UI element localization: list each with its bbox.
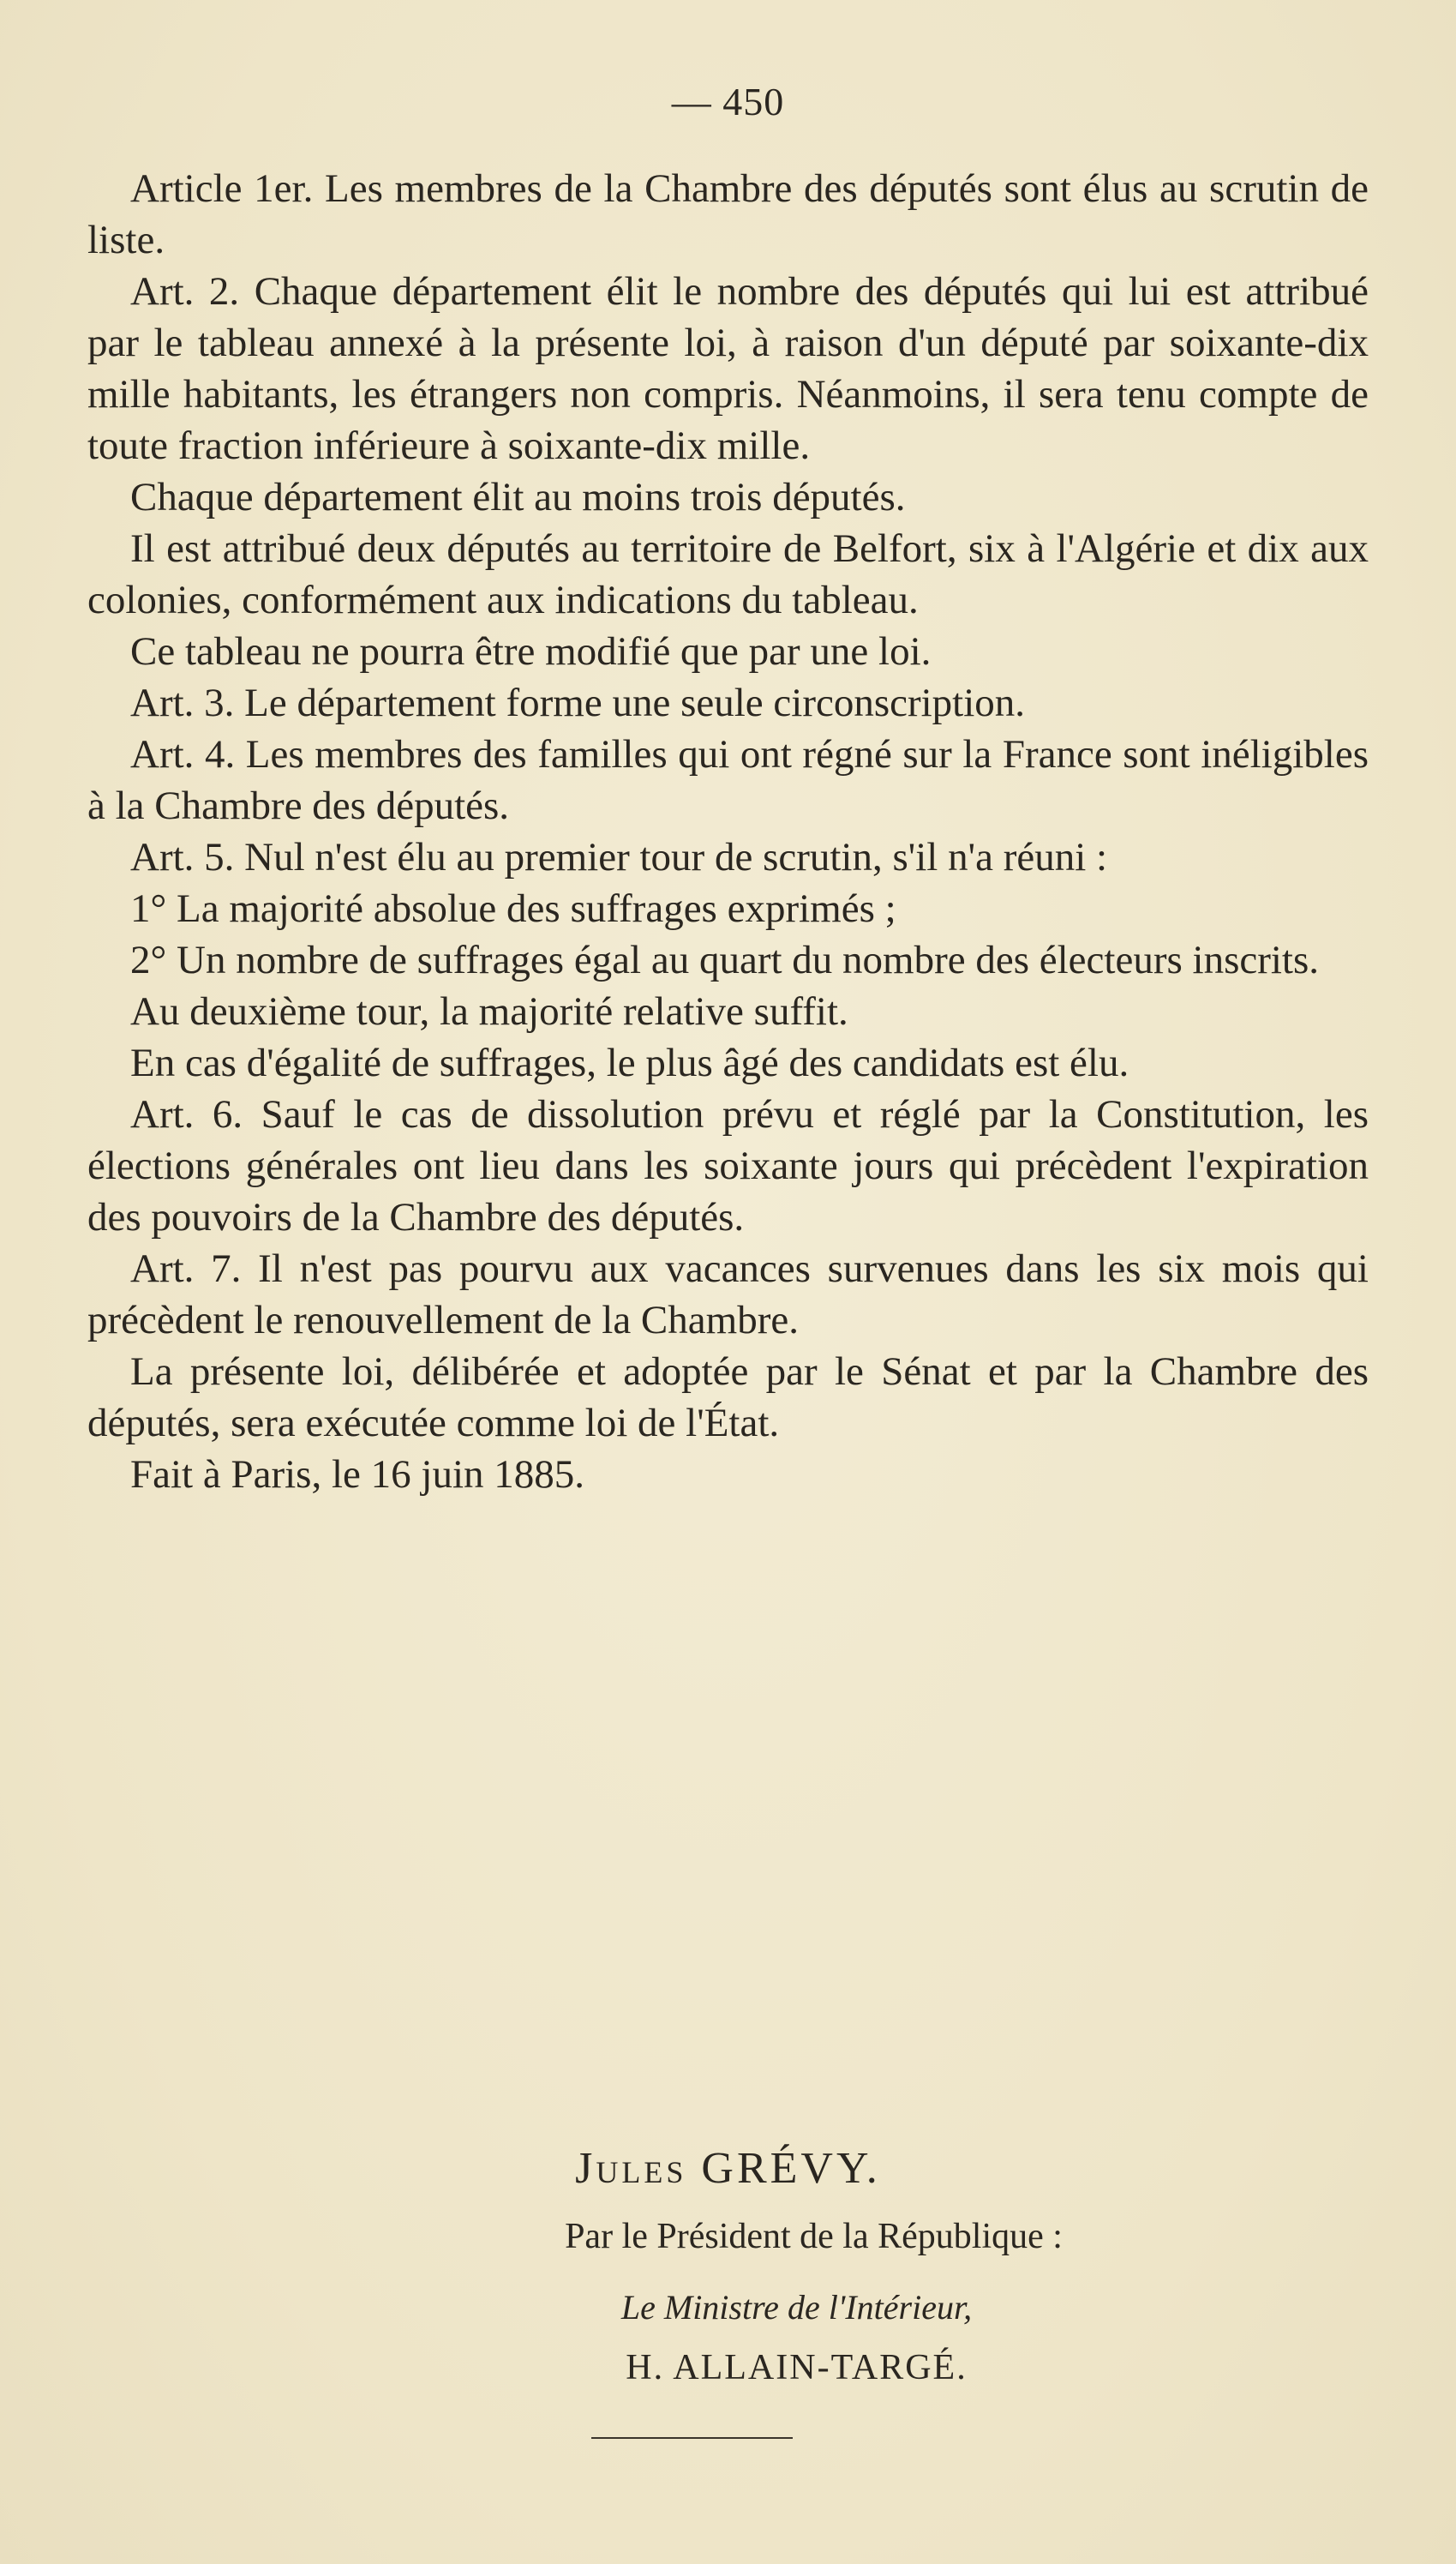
paragraph-article-1: Article 1er. Les membres de la Chambre des députés sont élus au scrutin de liste.: [87, 166, 1369, 262]
paragraph-tie-rule: En cas d'égalité de suffrages, le plus âgé des candidats est élu.: [130, 1041, 1129, 1085]
signature-minister: H. ALLAIN-TARGÉ.: [626, 2348, 968, 2387]
paragraph-date: Fait à Paris, le 16 juin 1885.: [130, 1452, 585, 1497]
paragraph-condition-2: 2° Un nombre de suffrages égal au quart du nombre des électeurs inscrits.: [130, 938, 1320, 982]
paragraph-second-round: Au deuxième tour, la majorité relative suffit.: [130, 989, 848, 1034]
paragraph-article-2: Art. 2. Chaque département élit le nombre des députés qui lui est attribué par le tableau annexé à la présente loi, à raison d'un député par soixante-dix mille habitants, les étrangers non compris. Néanmoins, il sera tenu compte de toute fraction inférieure à soixante-dix mille.: [87, 269, 1369, 468]
signature-role: Le Ministre de l'Intérieur,: [620, 2288, 973, 2327]
paragraph-article-7: Art. 7. Il n'est pas pourvu aux vacances survenues dans les six mois qui précèdent le renouvellement de la Chambre.: [87, 1246, 1369, 1342]
paragraph-article-3: Art. 3. Le département forme une seule circonscription.: [130, 681, 1026, 725]
law-text-body: [87, 163, 1369, 1500]
paragraph-enactment: La présente loi, délibérée et adoptée par le Sénat et par la Chambre des députés, sera exécutée comme loi de l'État.: [87, 1349, 1369, 1445]
signature-byline: Par le Président de la République :: [565, 2217, 1063, 2256]
paragraph-condition-1: 1° La majorité absolue des suffrages exprimés ;: [130, 886, 896, 931]
paragraph-belfort-algeria: Il est attribué deux députés au territoire de Belfort, six à l'Algérie et dix aux colonies, conformément aux indications du tableau.: [87, 526, 1369, 622]
paragraph-article-5: Art. 5. Nul n'est élu au premier tour de scrutin, s'il n'a réuni :: [130, 835, 1108, 880]
page-number: — 450: [671, 80, 785, 123]
signature-president: Jules GRÉVY.: [575, 2144, 881, 2193]
paragraph-article-6: Art. 6. Sauf le cas de dissolution prévu et réglé par la Constitution, les élections générales ont lieu dans les soixante jours qui précèdent l'expiration des pouvoirs de la Chambre des députés.: [87, 1092, 1369, 1240]
paragraph-article-4: Art. 4. Les membres des familles qui ont régné sur la France sont inéligibles à la Chambre des députés.: [87, 732, 1369, 828]
paragraph-table-modification: Ce tableau ne pourra être modifié que par une loi.: [130, 629, 932, 674]
paragraph-min-deputies: Chaque département élit au moins trois députés.: [130, 475, 906, 519]
closing-rule: [591, 2437, 793, 2439]
